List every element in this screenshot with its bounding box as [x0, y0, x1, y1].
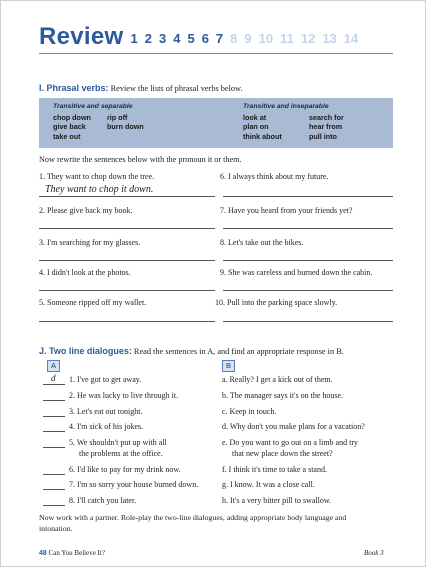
answer-line[interactable]	[223, 260, 393, 261]
unit-number: 8	[230, 31, 238, 46]
dialogue-b-item: a. Really? I get a kick out of them.	[222, 375, 333, 384]
match-blank[interactable]	[43, 489, 65, 490]
dialogue-b-item: c. Keep in touch.	[222, 407, 277, 416]
dialogue-b-item: d. Why don't you make plans for a vacation?	[222, 422, 365, 431]
exercise-sentence: 8. Let's take out the bikes.	[220, 238, 304, 247]
dialogue-a-item: 3. Let's eat out tonight.	[69, 407, 143, 416]
answer-line[interactable]	[39, 260, 215, 261]
unit-number: 14	[343, 31, 359, 46]
phrasal-verbs-box	[39, 98, 393, 148]
section-j-heading	[39, 346, 393, 357]
unit-number: 5	[187, 31, 195, 46]
dialogue-b-item: g. I know. It was a close call.	[222, 480, 315, 489]
dialogue-a-item: 2. He was lucky to live through it.	[69, 391, 179, 400]
section-i-instruction: Review the lists of phrasal verbs below.	[110, 84, 243, 93]
column-b-label: B	[222, 360, 235, 372]
review-header	[39, 23, 358, 49]
answer-line[interactable]	[223, 228, 393, 229]
column-a-label: A	[47, 360, 60, 372]
exercise-sentence: 4. I didn't look at the photos.	[39, 268, 131, 277]
phrasal-verb: rip off	[107, 112, 128, 122]
phrasal-verb: look at	[243, 112, 267, 122]
answer-d: d	[51, 373, 56, 383]
unit-number: 6	[201, 31, 209, 46]
phrasal-verb: hear from	[309, 122, 343, 131]
answer-line[interactable]	[39, 196, 215, 197]
match-blank[interactable]	[43, 400, 65, 401]
match-blank[interactable]	[43, 384, 65, 385]
answer-line[interactable]	[223, 196, 393, 197]
dialogue-b-item: e. Do you want to go out on a limb and try	[222, 438, 358, 447]
exercise-sentence: 6. I always think about my future.	[220, 172, 329, 181]
example-answer: They want to chop it down.	[45, 184, 154, 195]
header-divider	[39, 53, 393, 54]
dialogue-b-item-cont: that new place down the street?	[232, 449, 333, 458]
phrasal-verb: chop down	[53, 112, 91, 122]
dialogue-a-item: 6. I'd like to pay for my drink now.	[69, 465, 181, 474]
exercise-sentence: 9. She was careless and burned down the cabin.	[220, 268, 373, 277]
separable-heading: Transitive and separable	[53, 103, 133, 110]
inseparable-column	[243, 102, 379, 141]
answer-line[interactable]	[39, 290, 215, 291]
answer-line[interactable]	[223, 321, 393, 322]
book-label: Book 3	[364, 549, 384, 557]
dialogue-a-item: 7. I'm so sorry your house burned down.	[69, 480, 199, 489]
page-number: 48	[39, 550, 47, 557]
unit-number: 2	[144, 31, 152, 46]
exercise-sentence: 7. Have you heard from your friends yet?	[220, 206, 353, 215]
answer-line[interactable]	[39, 228, 215, 229]
section-i-label: I. Phrasal verbs:	[39, 83, 109, 93]
section-j-instruction: Read the sentences in A, and find an appropriate response in B.	[133, 347, 344, 356]
phrasal-verb: burn down	[107, 122, 144, 131]
page-title: Review	[39, 23, 124, 50]
book-title: Can You Believe It?	[48, 549, 105, 557]
unit-number: 11	[280, 31, 294, 46]
dialogue-b-item: b. The manager says it's on the house.	[222, 391, 344, 400]
match-blank[interactable]	[43, 416, 65, 417]
unit-number: 13	[322, 31, 337, 46]
exercise-sentence: 5. Someone ripped off my wallet.	[39, 298, 147, 307]
exercise-sentence: 2. Please give back my book.	[39, 206, 133, 215]
unit-number: 1	[130, 31, 138, 46]
phrasal-verb: take out	[53, 131, 81, 141]
unit-number: 4	[173, 31, 181, 46]
dialogue-b-item: f. I think it's time to take a stand.	[222, 465, 327, 474]
dialogue-a-item-cont: the problems at the office.	[79, 449, 163, 458]
match-blank[interactable]	[43, 505, 65, 506]
match-blank[interactable]	[43, 431, 65, 432]
unit-number: 12	[300, 31, 316, 46]
closing-instruction: Now work with a partner. Role-play the two-line dialogues, adding appropriate body language and	[39, 513, 347, 522]
phrasal-verb: think about	[243, 131, 282, 141]
phrasal-verb: pull into	[309, 131, 337, 141]
rewrite-instruction: Now rewrite the sentences below with the pronoun it or them.	[39, 155, 242, 164]
exercise-sentence: 3. I'm searching for my glasses.	[39, 238, 141, 247]
phrasal-verb: give back	[53, 122, 86, 131]
match-blank[interactable]	[43, 474, 65, 475]
exercise-sentence: 10. Pull into the parking space slowly.	[215, 298, 338, 307]
answer-line[interactable]	[39, 321, 215, 322]
dialogue-a-item: 4. I'm sick of his jokes.	[69, 422, 144, 431]
answer-line[interactable]	[223, 290, 393, 291]
phrasal-verb: plan on	[243, 122, 269, 131]
dialogue-a-item: 1. I've got to get away.	[69, 375, 142, 384]
dialogue-a-item: 8. I'll catch you later.	[69, 496, 137, 505]
unit-number: 7	[215, 31, 224, 46]
separable-column	[53, 102, 167, 141]
phrasal-verb: search for	[309, 112, 344, 122]
dialogue-b-item: h. It's a very bitter pill to swallow.	[222, 496, 332, 505]
unit-numbers	[131, 31, 359, 47]
closing-instruction-cont: intonation.	[39, 524, 73, 533]
unit-number: 10	[258, 31, 274, 46]
inseparable-heading: Transitive and inseparable	[243, 103, 329, 110]
section-j-label: J. Two line dialogues:	[39, 346, 132, 356]
page-footer	[39, 549, 105, 557]
match-blank[interactable]	[43, 447, 65, 448]
unit-number: 9	[244, 31, 252, 46]
section-i-heading	[39, 83, 393, 94]
dialogue-a-item: 5. We shouldn't put up with all	[69, 438, 167, 447]
unit-number: 3	[158, 31, 167, 46]
exercise-sentence: 1. They want to chop down the tree.	[39, 172, 155, 181]
